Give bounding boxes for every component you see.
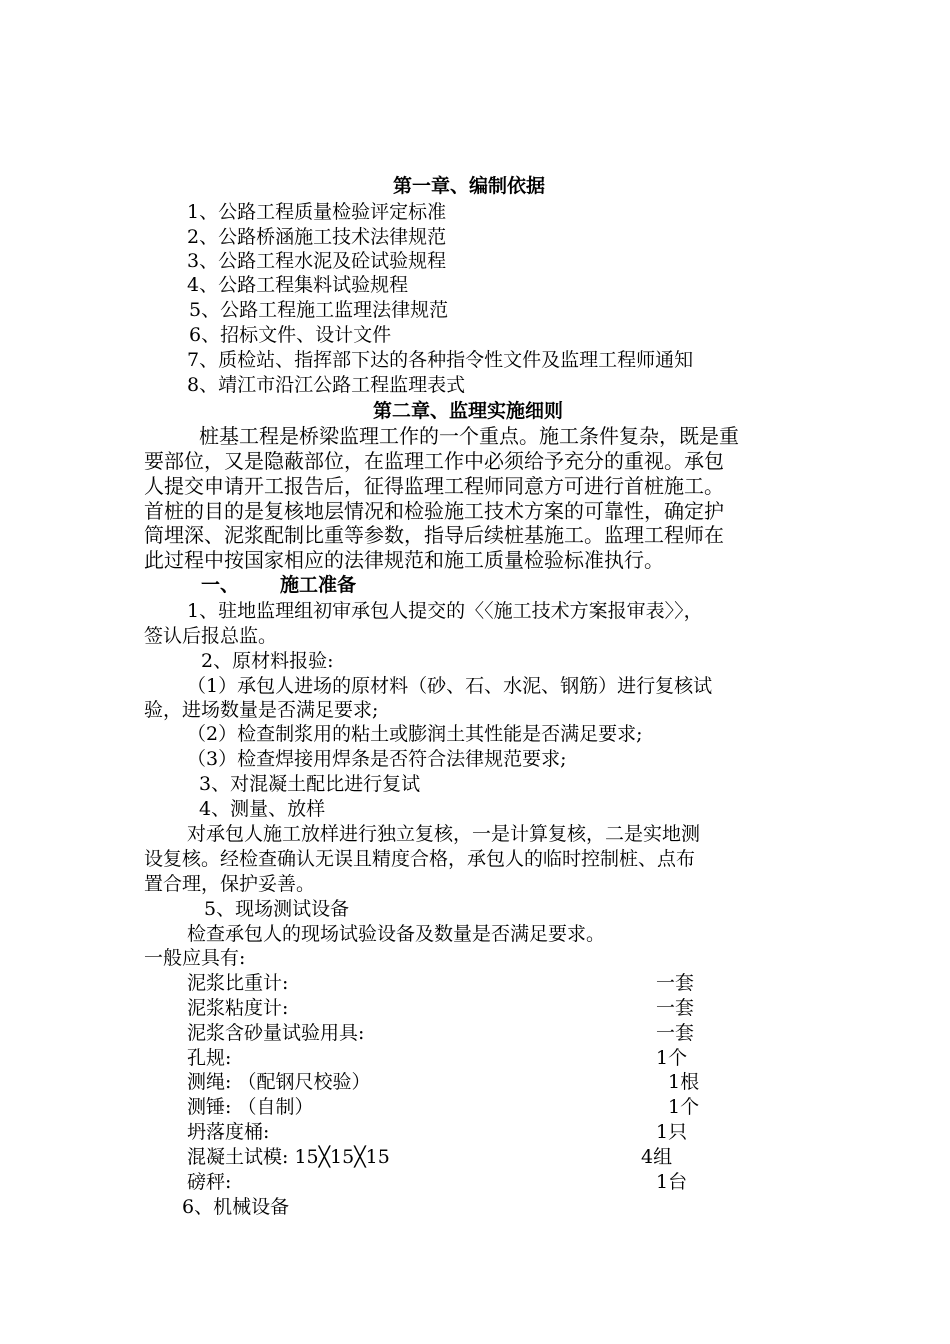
ch1-item-6: 6、招标文件、设计文件 (189, 324, 392, 346)
chapter-2-title: 第二章、监理实施细则 (373, 400, 564, 422)
equipment-qty: 1台 (656, 1171, 688, 1193)
para-4-line-2: 设复核。经检查确认无误且精度合格，承包人的临时控制桩、点布 (144, 848, 696, 870)
para-1-line-2: 签认后报总监。 (144, 625, 278, 647)
para-2-3: （3）检查焊接用焊条是否符合法律规范要求; (187, 748, 567, 770)
para-4-line-1: 对承包人施工放样进行独立复核，一是计算复核，二是实地测 (187, 823, 701, 845)
ch1-item-7: 7、质检站、指挥部下达的各种指令性文件及监理工程师通知 (187, 349, 694, 371)
ch1-item-1: 1、公路工程质量检验评定标准 (187, 201, 447, 223)
intro-line-2: 要部位，又是隐蔽部位，在监理工作中必须给予充分的重视。承包 (144, 449, 724, 473)
equipment-name: 测锤: （自制） (187, 1096, 314, 1118)
para-2-2: （2）检查制浆用的粘土或膨润土其性能是否满足要求; (187, 723, 643, 745)
intro-line-3: 人提交申请开工报告后，征得监理工程师同意方可进行首桩施工。 (144, 474, 724, 498)
equipment-name: 泥浆含砂量试验用具: (187, 1022, 365, 1044)
ch1-item-3: 3、公路工程水泥及砼试验规程 (187, 250, 447, 272)
section-1-title: 施工准备 (280, 574, 357, 596)
equipment-name: 泥浆粘度计: (187, 997, 289, 1019)
equipment-qty: 1只 (656, 1121, 688, 1143)
para-1-line-1: 1、驻地监理组初审承包人提交的〈〈施工技术方案报审表〉〉， (187, 600, 703, 622)
para-5-general: 一般应具有: (144, 947, 246, 969)
equipment-qty: 一套 (656, 972, 695, 994)
intro-line-4: 首桩的目的是复核地层情况和检验施工技术方案的可靠性，确定护 (144, 499, 724, 523)
equipment-name: 孔规: (187, 1047, 232, 1069)
para-4-heading: 4、测量、放样 (199, 798, 326, 820)
equipment-name: 磅秤: (187, 1171, 232, 1193)
para-2-1-line-1: （1）承包人进场的原材料（砂、石、水泥、钢筋）进行复核试 (187, 675, 713, 697)
para-2-1-line-2: 验，进场数量是否满足要求; (144, 699, 379, 721)
chapter-1-title: 第一章、编制依据 (393, 175, 546, 197)
ch1-item-2: 2、公路桥涵施工技术法律规范 (187, 226, 447, 248)
ch1-item-5: 5、公路工程施工监理法律规范 (189, 299, 449, 321)
para-3: 3、对混凝土配比进行复试 (199, 773, 421, 795)
ch1-item-4: 4、公路工程集料试验规程 (187, 274, 409, 296)
equipment-name: 混凝土试模: 15╳15╳15 (187, 1146, 390, 1168)
section-1-number: 一、 (201, 574, 240, 596)
equipment-qty: 一套 (656, 997, 695, 1019)
para-2-heading: 2、原材料报验: (201, 650, 334, 672)
intro-line-6: 此过程中按国家相应的法律规范和施工质量检验标准执行。 (144, 548, 664, 572)
equipment-qty: 1根 (668, 1071, 700, 1093)
equipment-qty: 一套 (656, 1022, 695, 1044)
equipment-name: 泥浆比重计: (187, 972, 289, 994)
para-5-text: 检查承包人的现场试验设备及数量是否满足要求。 (187, 923, 606, 945)
equipment-qty: 1个 (668, 1096, 700, 1118)
ch1-item-8: 8、靖江市沿江公路工程监理表式 (187, 374, 466, 396)
para-4-line-3: 置合理，保护妥善。 (144, 873, 316, 895)
intro-line-1: 桩基工程是桥梁监理工作的一个重点。施工条件复杂，既是重 (199, 424, 739, 448)
equipment-name: 坍落度桶: (187, 1121, 270, 1143)
equipment-qty: 4组 (641, 1146, 673, 1168)
para-5-heading: 5、现场测试设备 (204, 898, 350, 920)
intro-line-5: 筒埋深、泥浆配制比重等参数，指导后续桩基施工。监理工程师在 (144, 523, 724, 547)
equipment-qty: 1个 (656, 1047, 688, 1069)
para-6-heading: 6、机械设备 (182, 1196, 290, 1218)
equipment-name: 测绳: （配钢尺校验） (187, 1071, 371, 1093)
